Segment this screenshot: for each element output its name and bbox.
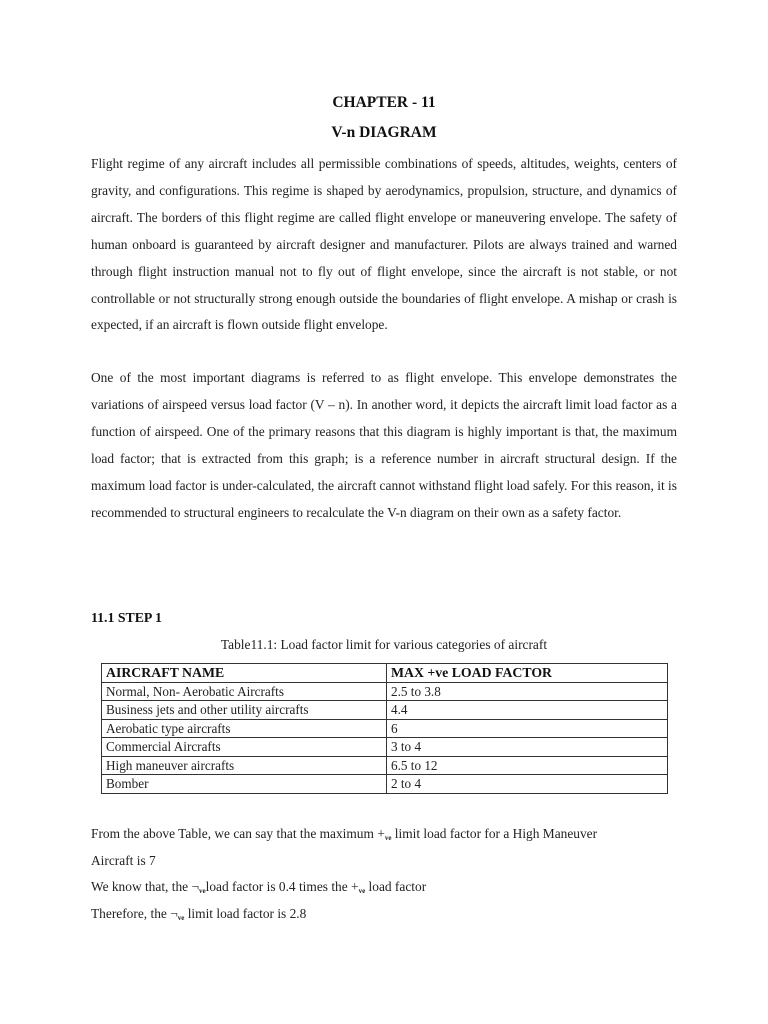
conclusion-line-2: Aircraft is 7 <box>91 853 156 868</box>
table-row <box>102 701 668 720</box>
text-segment: load factor <box>365 879 427 894</box>
cell-load-factor: 4.4 <box>387 701 668 720</box>
cell-aircraft-name: Normal, Non- Aerobatic Aircrafts <box>102 682 387 701</box>
chapter-label: CHAPTER - 11 <box>332 94 436 111</box>
cell-load-factor: 2 to 4 <box>387 775 668 794</box>
ve-subscript: ve <box>384 834 392 842</box>
header-max-load-factor: MAX +ve LOAD FACTOR <box>387 664 668 683</box>
ve-subscript: ve <box>177 914 185 922</box>
ve-subscript: ve <box>358 887 366 895</box>
text-segment: Therefore, the <box>91 906 171 921</box>
conclusion-line-1 <box>91 824 691 848</box>
cell-load-factor: 6 <box>387 719 668 738</box>
cell-aircraft-name: Bomber <box>102 775 387 794</box>
section-heading: 11.1 STEP 1 <box>91 610 162 625</box>
envelope-paragraph: One of the most important diagrams is referred to as flight envelope. This envelope demonstrates the variations of airspeed versus load factor (V – n). In another word, it depicts the aircraft limit load factor as a function of airspeed. One of the primary reasons that this diagram is highly important is that, the maximum load factor; that is extracted from this graph; is a reference number in aircraft structural design. If the maximum load factor is under-calculated, the aircraft cannot withstand flight load safely. For this reason, it is recommended to structural engineers to recalculate the V-n diagram on their own as a safety factor. <box>91 370 677 520</box>
table-row <box>102 719 668 738</box>
ve-subscript: ve <box>199 887 206 895</box>
cell-aircraft-name: Business jets and other utility aircrafts <box>102 701 387 720</box>
table-caption: Table11.1: Load factor limit for various categories of aircraft <box>220 637 548 652</box>
conclusion-line-4 <box>91 904 691 928</box>
table-row <box>102 738 668 757</box>
cell-aircraft-name: Aerobatic type aircrafts <box>102 719 387 738</box>
text-segment: load factor is 0.4 times the + <box>205 879 359 894</box>
text-segment: limit load factor for a High Maneuver <box>391 826 598 841</box>
conclusion-line-3 <box>91 877 691 901</box>
page-title: V-n DIAGRAM <box>331 124 437 141</box>
intro-paragraph: Flight regime of any aircraft includes all permissible combinations of speeds, altitudes, weights, centers of gravity, and configurations. This regime is shaped by aerodynamics, propulsion, structure, and dynamics of aircraft. The borders of this flight regime are called flight envelope or maneuvering envelope. The safety of human onboard is guaranteed by aircraft designer and manufacturer. Pilots are always trained and warned through flight instruction manual not to fly out of flight envelope, since the aircraft is not stable, or not controllable or not structurally strong enough outside the boundaries of flight envelope. A mishap or crash is expected, if an aircraft is flown outside flight envelope. <box>91 156 677 333</box>
cell-load-factor: 6.5 to 12 <box>387 756 668 775</box>
cell-load-factor: 3 to 4 <box>387 738 668 757</box>
text-segment: We know that, the <box>91 879 192 894</box>
cell-load-factor: 2.5 to 3.8 <box>387 682 668 701</box>
cell-aircraft-name: Commercial Aircrafts <box>102 738 387 757</box>
header-aircraft-name: AIRCRAFT NAME <box>102 664 387 683</box>
negation-sign: ¬ <box>170 906 178 921</box>
table-row <box>102 682 668 701</box>
table-row <box>102 756 668 775</box>
cell-aircraft-name: High maneuver aircrafts <box>102 756 387 775</box>
text-segment: From the above Table, we can say that the maximum + <box>91 826 385 841</box>
table-row <box>102 775 668 794</box>
text-segment: limit load factor is 2.8 <box>184 906 307 921</box>
negation-sign: ¬ <box>191 879 200 894</box>
table-header-row <box>102 664 668 683</box>
load-factor-table <box>101 663 668 794</box>
